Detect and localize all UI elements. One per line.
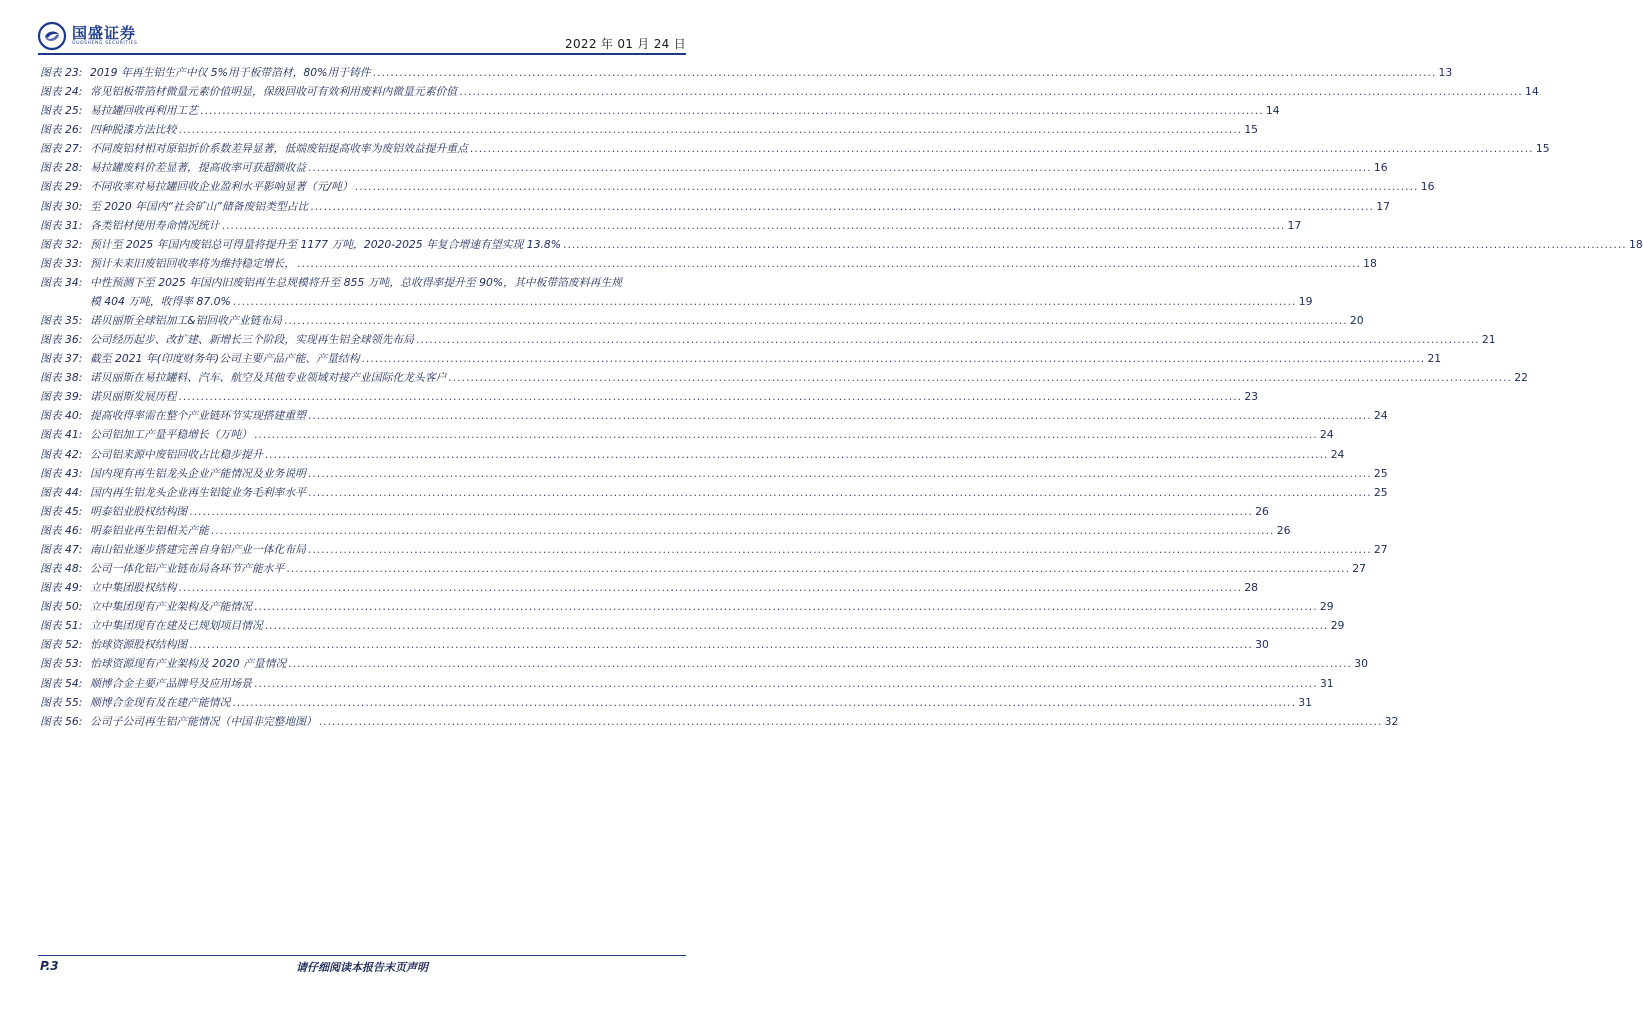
toc-entry-label: 图表 31: (40, 218, 83, 232)
logo-chinese-name: 国盛证券 (72, 24, 137, 42)
toc-entry-label: 图表 33: (40, 256, 83, 270)
toc-entry-title: 预计未来旧废铝回收率将为维持稳定增长， (90, 256, 296, 270)
toc-entry-label: 图表 40: (40, 409, 83, 423)
toc-entry-title: 怡球资源现有产业架构及 2020 产量情况 (90, 657, 287, 671)
toc-entry[interactable] (40, 445, 1345, 464)
toc-entry-title: 公司一体化铝产业链布局各环节产能水平 (90, 562, 285, 576)
toc-entry-title: 公司铝加工产量平稳增长（万吨） (90, 428, 252, 442)
toc-entry-page: 21 (1481, 333, 1496, 347)
toc-entry-title: 易拉罐回收再利用工艺 (90, 104, 198, 118)
disclaimer-note: 请仔细阅读本报告末页声明 (296, 961, 428, 974)
toc-leader-dots (178, 387, 1242, 406)
company-logo (38, 20, 137, 52)
toc-entry-page: 29 (1319, 600, 1334, 614)
toc-entry-page: 18 (1628, 237, 1643, 251)
toc-entry-title: 南山铝业逐步搭建完善自身铝产业一体化布局 (90, 542, 306, 556)
toc-entry-page: 17 (1376, 199, 1390, 213)
toc-entry-label: 图表 27: (40, 142, 83, 156)
toc-entry-title: 不同收率对易拉罐回收企业盈利水平影响显著（元/吨） (90, 180, 353, 194)
toc-entry-title: 2019 年再生铝生产中仅 5%用于板带箔材，80%用于铸件 (90, 66, 371, 79)
toc-entry[interactable] (40, 654, 1368, 673)
toc-entry-title: 立中集团股权结构 (90, 581, 177, 595)
toc-entry-label: 图表 30: (40, 199, 83, 213)
toc-entry-page: 15 (1535, 142, 1550, 156)
toc-entry-page: 27 (1373, 542, 1388, 556)
toc-leader-dots (308, 158, 1372, 177)
toc-entry-title: 国内再生铝龙头企业再生铝锭业务毛利率水平 (90, 485, 306, 499)
toc-entry[interactable] (40, 712, 1399, 731)
toc-leader-dots (265, 616, 1329, 635)
toc-entry-title: 不同废铝材相对原铝折价系数差异显著，低端废铝提高收率为废铝效益提升重点 (90, 142, 468, 156)
toc-leader-dots (232, 693, 1296, 712)
toc-leader-dots (310, 197, 1374, 216)
toc-entry-page: 26 (1276, 523, 1291, 537)
toc-entry-title: 中性预测下至 2025 年国内旧废铝再生总规模将升至 855 万吨，总收得率提升至 90%，其中板带箔废料再生规 (90, 275, 622, 289)
toc-entry[interactable] (40, 502, 1269, 521)
toc-entry-label: 图表 54: (40, 676, 83, 690)
toc-entry[interactable] (40, 540, 1388, 559)
toc-entry[interactable] (40, 635, 1269, 654)
toc-entry[interactable] (40, 559, 1367, 578)
toc-entry-label: 图表 34: (40, 275, 83, 289)
toc-entry[interactable] (40, 387, 1259, 406)
toc-entry-page: 21 (1427, 352, 1442, 366)
toc-entry-page: 31 (1298, 695, 1313, 709)
toc-entry-label: 图表 45: (40, 504, 83, 518)
toc-entry-page: 26 (1255, 504, 1269, 518)
toc-entry[interactable] (40, 616, 1345, 635)
toc-entry-page: 25 (1373, 466, 1388, 480)
toc-entry-label: 图表 32: (40, 237, 83, 251)
toc-leader-dots (308, 540, 1372, 559)
toc-entry-label: 图表 28: (40, 161, 83, 175)
toc-entry[interactable] (40, 597, 1334, 616)
toc-entry-title: 截至 2021 年(印度财务年)公司主要产品产能、产量结构 (90, 352, 360, 366)
toc-entry[interactable] (40, 425, 1334, 444)
toc-entry-page: 16 (1373, 161, 1388, 175)
toc-entry-title: 公司经历起步、改扩建、新增长三个阶段，实现再生铝全球领先布局 (90, 333, 414, 347)
toc-leader-dots (286, 559, 1350, 578)
toc-entry[interactable] (40, 368, 1528, 387)
toc-entry-title: 常见铝板带箔材微量元素价值明显，保级回收可有效利用废料内微量元素价值 (90, 85, 458, 99)
toc-leader-dots (308, 483, 1372, 502)
toc-entry-page: 15 (1244, 123, 1259, 137)
toc-entry-title: 易拉罐废料价差显著，提高收率可获超额收益 (90, 161, 306, 175)
toc-entry[interactable] (40, 521, 1291, 540)
figure-index-list (40, 63, 1643, 731)
toc-entry-label: 图表 56: (40, 714, 83, 728)
toc-entry-title: 公司子公司再生铝产能情况（中国非完整地图） (90, 714, 317, 728)
toc-entry-title: 顺博合金主要产品牌号及应用场景 (90, 676, 252, 690)
toc-entry-title: 怡球资源股权结构图 (90, 638, 188, 652)
toc-leader-dots (355, 177, 1419, 196)
logo-english-name: GUOSHENG SECURITIES (72, 41, 138, 46)
toc-entry-page: 13 (1438, 66, 1453, 79)
toc-entry-title: 明泰铝业再生铝相关产能 (90, 523, 209, 537)
toc-entry-title: 顺博合金现有及在建产能情况 (90, 695, 231, 709)
toc-entry-label: 图表 23: (40, 66, 83, 79)
toc-leader-dots (178, 578, 1242, 597)
toc-entry-label: 图表 39: (40, 390, 83, 404)
toc-entry-title: 国内现有再生铝龙头企业产能情况及业务说明 (90, 466, 306, 480)
toc-entry-page: 17 (1287, 218, 1302, 232)
toc-leader-dots (265, 445, 1329, 464)
toc-entry-page: 30 (1255, 638, 1269, 652)
toc-leader-dots (288, 654, 1352, 673)
toc-entry-label: 图表 52: (40, 638, 83, 652)
toc-entry-label: 图表 36: (40, 333, 83, 347)
toc-leader-dots (178, 120, 1242, 139)
toc-entry-title: 诺贝丽斯发展历程 (90, 390, 177, 404)
toc-entry[interactable] (40, 82, 1539, 101)
toc-entry-title: 提高收得率需在整个产业链环节实现搭建重塑 (90, 409, 306, 423)
page-header (38, 20, 686, 52)
logo-mark-icon (38, 22, 66, 50)
toc-entry-label: 图表 51: (40, 619, 83, 633)
toc-entry-title-cont: 模 404 万吨，收得率 87.0% (90, 294, 231, 308)
toc-entry[interactable] (40, 349, 1442, 368)
toc-leader-dots (284, 311, 1348, 330)
toc-entry-page: 16 (1420, 180, 1435, 194)
toc-entry-title: 立中集团现有产业架构及产能情况 (90, 600, 252, 614)
toc-entry-page: 24 (1330, 447, 1345, 461)
toc-entry-title: 公司铝来源中废铝回收占比稳步提升 (90, 447, 263, 461)
toc-entry-label: 图表 37: (40, 352, 83, 366)
toc-entry-page: 32 (1384, 714, 1399, 728)
toc-leader-dots (308, 464, 1372, 483)
toc-entry[interactable] (40, 216, 1302, 235)
toc-entry-label: 图表 41: (40, 428, 83, 442)
toc-entry-page: 28 (1244, 581, 1259, 595)
page-number: P.3 (40, 959, 59, 973)
toc-entry-label: 图表 55: (40, 695, 83, 709)
toc-entry[interactable] (40, 63, 1453, 82)
toc-entry-label: 图表 24: (40, 85, 83, 99)
toc-entry-title: 立中集团现有在建及已规划项目情况 (90, 619, 263, 633)
toc-entry[interactable] (40, 235, 1643, 254)
toc-entry-page: 24 (1319, 428, 1334, 442)
toc-entry-title: 诺贝丽斯在易拉罐料、汽车、航空及其他专业领域对接产业国际化龙头客户 (90, 371, 447, 385)
toc-leader-dots (254, 597, 1318, 616)
toc-entry-title: 至 2020 年国内“社会矿山”储备废铝类型占比 (90, 199, 309, 213)
toc-leader-dots (233, 292, 1297, 311)
toc-leader-dots (200, 101, 1264, 120)
toc-entry[interactable] (40, 464, 1388, 483)
toc-leader-dots (308, 406, 1372, 425)
toc-entry-label: 图表 38: (40, 371, 83, 385)
toc-entry-label: 图表 49: (40, 581, 83, 595)
toc-entry[interactable] (40, 197, 1390, 216)
toc-leader-dots (459, 82, 1523, 101)
toc-leader-dots (563, 235, 1627, 254)
toc-entry[interactable] (40, 330, 1496, 349)
toc-entry[interactable] (40, 139, 1550, 158)
header-divider (38, 53, 686, 55)
toc-entry[interactable] (40, 254, 1377, 273)
toc-entry[interactable] (40, 483, 1388, 502)
toc-entry-page: 29 (1330, 619, 1345, 633)
toc-entry[interactable] (40, 120, 1259, 139)
toc-entry-page: 24 (1373, 409, 1388, 423)
toc-leader-dots (254, 425, 1318, 444)
toc-entry[interactable] (40, 693, 1313, 712)
toc-entry[interactable] (40, 674, 1334, 693)
toc-entry[interactable] (40, 273, 684, 292)
toc-entry[interactable] (40, 101, 1280, 120)
toc-entry-label: 图表 50: (40, 600, 83, 614)
toc-entry-page: 23 (1244, 390, 1259, 404)
toc-entry-page: 30 (1354, 657, 1368, 671)
report-date: 2022 年 01 月 24 日 (565, 37, 686, 51)
toc-entry-page: 14 (1525, 85, 1539, 99)
footer-divider (38, 955, 686, 956)
toc-entry-title: 四种脱漆方法比较 (90, 123, 177, 137)
toc-entry-page: 27 (1352, 562, 1367, 576)
toc-entry-title: 预计至 2025 年国内废铝总可得量将提升至 1177 万吨，2020-2025 年复合增速有望实现 13.8% (90, 237, 562, 251)
toc-leader-dots (416, 330, 1480, 349)
toc-entry[interactable] (40, 578, 1259, 597)
toc-entry[interactable] (40, 311, 1364, 330)
toc-entry[interactable] (40, 177, 1435, 196)
toc-entry-label: 图表 26: (40, 123, 83, 137)
toc-leader-dots (362, 349, 1426, 368)
toc-entry-page: 20 (1349, 314, 1364, 328)
toc-leader-dots (470, 139, 1534, 158)
toc-entry-title: 明泰铝业股权结构图 (90, 504, 188, 518)
toc-leader-dots (254, 674, 1318, 693)
toc-leader-dots (222, 216, 1286, 235)
toc-entry-continuation[interactable] (40, 292, 1313, 311)
toc-leader-dots (448, 368, 1512, 387)
toc-entry-label: 图表 25: (40, 104, 83, 118)
toc-entry-label: 图表 46: (40, 523, 83, 537)
toc-entry-label: 图表 53: (40, 657, 83, 671)
toc-entry-page: 31 (1319, 676, 1334, 690)
toc-entry-label: 图表 44: (40, 485, 83, 499)
toc-leader-dots (189, 635, 1253, 654)
toc-entry-title: 诺贝丽斯全球铝加工&铝回收产业链布局 (90, 314, 282, 328)
toc-entry[interactable] (40, 406, 1388, 425)
toc-entry-page: 18 (1363, 256, 1377, 270)
toc-entry-page: 22 (1514, 371, 1528, 385)
toc-entry-page: 19 (1298, 294, 1313, 308)
toc-leader-dots (211, 521, 1275, 540)
toc-entry-page: 25 (1373, 485, 1388, 499)
toc-leader-dots (319, 712, 1383, 731)
toc-entry-title: 各类铝材使用寿命情况统计 (90, 218, 220, 232)
toc-entry-label: 图表 35: (40, 314, 83, 328)
toc-entry-label: 图表 29: (40, 180, 83, 194)
toc-entry-label: 图表 47: (40, 542, 83, 556)
toc-entry-label: 图表 43: (40, 466, 83, 480)
toc-leader-dots (189, 502, 1253, 521)
toc-leader-dots (373, 63, 1437, 82)
toc-leader-dots (297, 254, 1361, 273)
toc-entry[interactable] (40, 158, 1388, 177)
toc-entry-label: 图表 42: (40, 447, 83, 461)
toc-entry-label: 图表 48: (40, 562, 83, 576)
toc-entry-page: 14 (1265, 104, 1280, 118)
